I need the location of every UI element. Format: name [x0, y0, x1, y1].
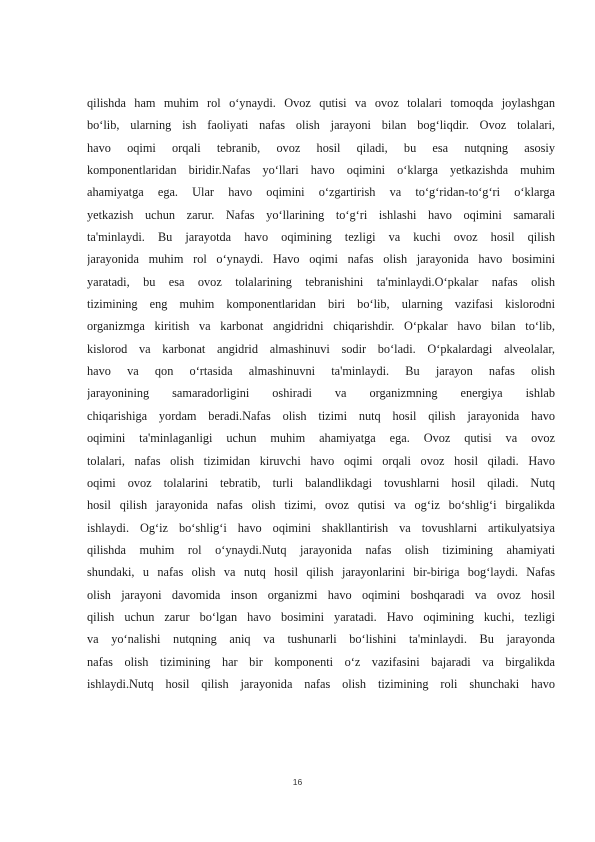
page-number: 16 — [292, 777, 303, 787]
text-line: havo va qon o‘rtasida almashinuvni ta'minlaydi. Bu jarayon nafas olish — [87, 364, 555, 379]
text-line: oqimini ta'minlaganligi uchun muhim ahamiyatga ega. Ovoz qutisi va ovoz — [87, 431, 555, 446]
text-line: chiqarishiga yordam beradi.Nafas olish tizimi nutq hosil qilish jarayonida havo — [87, 408, 555, 423]
text-line: komponentlaridan biridir.Nafas yo‘llari havo oqimini o‘klarga yetkazishda muhim — [87, 163, 555, 178]
text-line: qilish uchun zarur bo‘lgan havo bosimini yaratadi. Havo oqimining kuchi, tezligi — [87, 609, 555, 624]
text-line: ishlaydi.Nutq hosil qilish jarayonida nafas olish tizimining roli shunchaki havo — [87, 676, 555, 691]
text-line: ishlaydi. Og‘iz bo‘shlig‘i havo oqimini shakllantirish va tovushlarni artikulyatsiya — [87, 520, 555, 535]
text-line: tolalari, nafas olish tizimidan kiruvchi havo oqimi orqali ovoz hosil qiladi. Havo — [87, 453, 555, 468]
text-line: havo oqimi orqali tebranib, ovoz hosil qiladi, bu esa nutqning asosiy — [87, 140, 555, 155]
text-line: jarayonining samaradorligini oshiradi va organizmning energiya ishlab — [87, 386, 555, 401]
text-line: kislorod va karbonat angidrid almashinuvi sodir bo‘ladi. O‘pkalardagi alveolalar, — [87, 341, 555, 356]
text-line: nafas olish tizimining har bir komponenti o‘z vazifasini bajaradi va birgalikda — [87, 654, 555, 669]
text-line: oqimi ovoz tolalarini tebratib, turli balandlikdagi tovushlarni hosil qiladi. Nutq — [87, 475, 555, 490]
text-line: qilishda ham muhim rol o‘ynaydi. Ovoz qutisi va ovoz tolalari tomoqda joylashgan — [87, 96, 555, 110]
text-line: bo‘lib, ularning ish faoliyati nafas olish jarayoni bilan bog‘liqdir. Ovoz tolalari, — [87, 118, 555, 133]
text-line: ahamiyatga ega. Ular havo oqimini o‘zgartirish va to‘g‘ridan-to‘g‘ri o‘klarga — [87, 185, 555, 200]
text-line: hosil qilish jarayonida nafas olish tizimi, ovoz qutisi va og‘iz bo‘shlig‘i birgalikda — [87, 498, 555, 513]
text-line: shundaki, u nafas olish va nutq hosil qilish jarayonlarini bir-biriga bog‘laydi. Nafas — [87, 565, 555, 580]
text-line: tizimining eng muhim komponentlaridan biri bo‘lib, ularning vazifasi kislorodni — [87, 297, 555, 312]
body-text — [87, 92, 555, 695]
text-line: ta'minlaydi. Bu jarayotda havo oqimining tezligi va kuchi ovoz hosil qilish — [87, 230, 555, 245]
text-line: va yo‘nalishi nutqning aniq va tushunarli bo‘lishini ta'minlaydi. Bu jarayonda — [87, 632, 555, 647]
text-line: qilishda muhim rol o‘ynaydi.Nutq jarayonida nafas olish tizimining ahamiyati — [87, 542, 555, 557]
text-line: yaratadi, bu esa ovoz tolalarining tebranishini ta'minlaydi.O‘pkalar nafas olish — [87, 274, 555, 289]
text-line: olish jarayoni davomida inson organizmi havo oqimini boshqaradi va ovoz hosil — [87, 587, 555, 602]
text-line: jarayonida muhim rol o‘ynaydi. Havo oqimi nafas olish jarayonida havo bosimini — [87, 252, 555, 267]
text-line: organizmga kiritish va karbonat angidridni chiqarishdir. O‘pkalar havo bilan to‘lib, — [87, 319, 555, 334]
text-line: yetkazish uchun zarur. Nafas yo‘llarining to‘g‘ri ishlashi havo oqimini samarali — [87, 207, 555, 222]
